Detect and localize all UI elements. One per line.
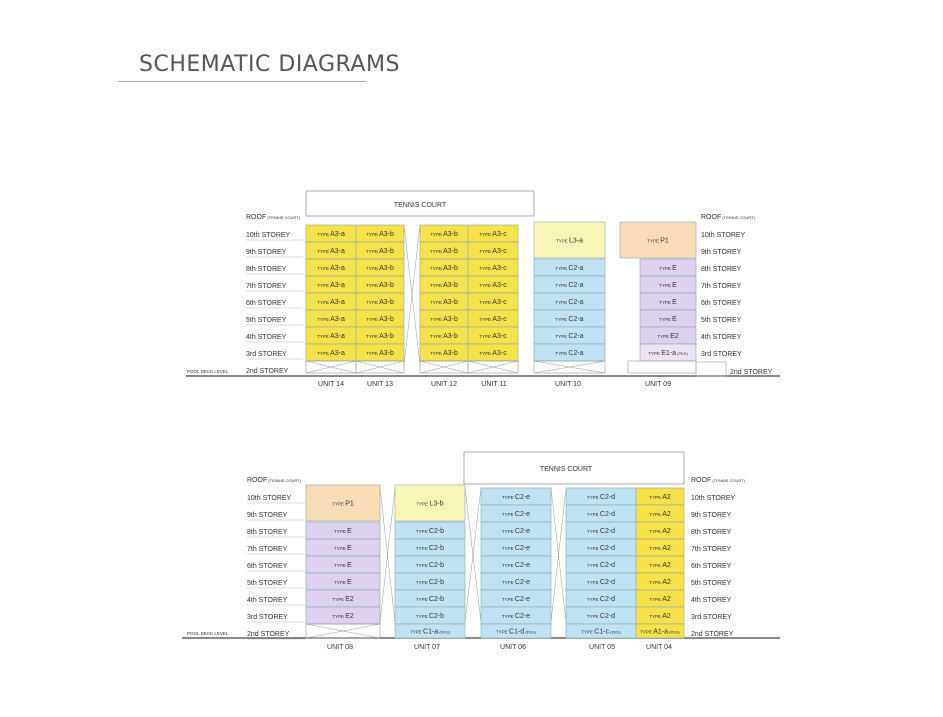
bottom-unit-08-penthouse-label: TYPE P1 (332, 500, 354, 508)
bottom-unit-05-floor-6 (566, 590, 636, 607)
bottom-unit-06-floor-6-label: TYPE C2-e (501, 596, 531, 603)
top-unit-1-floor-7-label: TYPE A3-b (366, 350, 394, 357)
top-unit-0-floor-2 (306, 259, 356, 276)
top-unit-2-floor-3-label: TYPE A3-b (430, 282, 458, 289)
bottom-unit-06-floor-3 (481, 539, 551, 556)
top-unit-09-floor-5-label: TYPE E1-a (PES) (648, 350, 688, 357)
bottom-unit-04-floor-4 (636, 556, 684, 573)
bottom-unit-05-floor-4-label: TYPE C2-d (586, 562, 616, 569)
bottom-unit-05-ground-label: TYPE C1-c (PES) (581, 628, 621, 636)
top-unit-1-floor-2-label: TYPE A3-b (366, 265, 394, 272)
top-right-2nd-storey-label: 2nd STOREY (730, 369, 773, 376)
bottom-unit-06-floor-0 (481, 488, 551, 505)
top-unit-10-floor-5 (534, 344, 605, 361)
bottom-unit-08-floor-5 (306, 607, 380, 624)
bottom-unit-07-floor-2 (395, 556, 465, 573)
top-unit-3-floor-0-label: TYPE A3-c (479, 231, 507, 238)
top-unit-label-3: UNIT 11 (481, 381, 507, 388)
bottom-unit-05-floor-2-label: TYPE C2-d (586, 528, 616, 535)
top-unit-2-floor-4-label: TYPE A3-b (430, 299, 458, 306)
bottom-unit-label-3: UNIT 05 (589, 644, 615, 651)
top-unit-09-floor-5 (640, 344, 696, 361)
top-unit-3-floor-2-label: TYPE A3-c (479, 265, 507, 272)
bottom-tennis-court-label: TENNIS COURT (539, 466, 593, 473)
bottom-unit-07-floor-5 (395, 607, 465, 624)
top-unit-10-void (534, 361, 605, 373)
top-unit-09-floor-3 (640, 310, 696, 327)
top-unit-0-floor-0 (306, 225, 356, 242)
bottom-unit-04-floor-6 (636, 590, 684, 607)
top-right-floor-label-6: 5th STOREY (701, 317, 742, 324)
top-unit-label-1: UNIT 13 (367, 381, 393, 388)
bottom-unit-07-floor-4 (395, 590, 465, 607)
bottom-unit-05-floor-0 (566, 488, 636, 505)
top-left-floor-label-5: 6th STOREY (246, 300, 287, 307)
bottom-unit-04-ground (636, 624, 684, 638)
top-unit-1-floor-1 (356, 242, 404, 259)
top-unit-10-floor-3-label: TYPE C2-a (555, 316, 584, 323)
bottom-left-floor-label-9: 2nd STOREY (247, 631, 290, 638)
top-unit-0-floor-5-label: TYPE A3-a (317, 316, 345, 323)
top-unit-1-floor-2 (356, 259, 404, 276)
bottom-unit-06-floor-1-label: TYPE C2-e (501, 511, 531, 518)
top-unit-3-floor-4 (468, 293, 518, 310)
bottom-right-floor-label-0: ROOF (TENNIS COURT) (691, 477, 745, 484)
top-unit-10-floor-1 (534, 276, 605, 293)
top-unit-10-penthouse-label: TYPE L3-a (555, 237, 584, 245)
top-unit-2-floor-1 (420, 242, 468, 259)
bottom-right-floor-label-4: 7th STOREY (691, 546, 732, 553)
bottom-right-floor-label-5: 6th STOREY (691, 563, 732, 570)
top-unit-2-floor-0 (420, 225, 468, 242)
top-unit-0-floor-6-label: TYPE A3-a (317, 333, 345, 340)
bottom-unit-05-floor-1-label: TYPE C2-d (586, 511, 616, 518)
bottom-unit-07-floor-3 (395, 573, 465, 590)
bottom-unit-08-floor-0 (306, 522, 380, 539)
top-unit-0-floor-1-label: TYPE A3-a (317, 248, 345, 255)
bottom-unit-05-floor-6-label: TYPE C2-d (586, 596, 616, 603)
top-unit-10-floor-0-label: TYPE C2-a (555, 265, 584, 272)
top-unit-3-floor-3 (468, 276, 518, 293)
bottom-right-floor-label-1: 10th STOREY (691, 495, 736, 502)
bottom-unit-07-floor-1 (395, 539, 465, 556)
top-left-floor-label-6: 5th STOREY (246, 317, 287, 324)
bottom-unit-08-floor-0-label: TYPE E (334, 528, 352, 535)
top-unit-2-floor-7 (420, 344, 468, 361)
top-left-floor-label-7: 4th STOREY (246, 334, 287, 341)
top-unit-label-4: UNIT 10 (555, 381, 581, 388)
bottom-unit-06-ground-label: TYPE C1-d (PES) (496, 628, 536, 636)
bottom-unit-05-floor-2 (566, 522, 636, 539)
top-unit-1-floor-3-label: TYPE A3-b (366, 282, 394, 289)
bottom-unit-04-floor-3 (636, 539, 684, 556)
top-unit-10-floor-0 (534, 259, 605, 276)
top-unit-2-floor-4 (420, 293, 468, 310)
bottom-unit-08-floor-1-label: TYPE E (334, 545, 352, 552)
bottom-unit-label-1: UNIT 07 (414, 644, 440, 651)
top-unit-10-floor-4 (534, 327, 605, 344)
bottom-unit-05-floor-5 (566, 573, 636, 590)
bottom-unit-04-floor-7-label: TYPE A2 (649, 613, 671, 620)
top-tennis-court-label: TENNIS COURT (393, 202, 447, 209)
bottom-unit-06-floor-2 (481, 522, 551, 539)
bottom-unit-04-floor-1-label: TYPE A2 (649, 511, 671, 518)
bottom-unit-06-floor-7 (481, 607, 551, 624)
top-unit-0-floor-5 (306, 310, 356, 327)
bottom-unit-08-floor-1 (306, 539, 380, 556)
top-left-floor-label-2: 9th STOREY (246, 249, 287, 256)
bottom-unit-label-4: UNIT 04 (646, 644, 672, 651)
top-unit-2-floor-2-label: TYPE A3-b (430, 265, 458, 272)
top-left-floor-label-8: 3rd STOREY (246, 351, 287, 358)
top-unit-0-floor-7-label: TYPE A3-a (317, 350, 345, 357)
top-right-floor-label-7: 4th STOREY (701, 334, 742, 341)
top-unit-1-floor-0-label: TYPE A3-b (366, 231, 394, 238)
top-unit-09-floor-3-label: TYPE E (659, 316, 677, 323)
bottom-left-floor-label-1: 10th STOREY (247, 495, 292, 502)
bottom-unit-06-ground (481, 624, 551, 638)
top-unit-09-penthouse-label: TYPE P1 (647, 237, 669, 245)
bottom-left-floor-label-0: ROOF (TENNIS COURT) (247, 477, 301, 484)
bottom-unit-label-2: UNIT 06 (500, 644, 526, 651)
top-unit-3-void (468, 361, 518, 373)
bottom-unit-05-ground (566, 624, 636, 638)
top-unit-10-floor-3 (534, 310, 605, 327)
top-unit-0-void (306, 361, 356, 373)
top-unit-09-penthouse (620, 222, 696, 258)
top-unit-3-floor-4-label: TYPE A3-c (479, 299, 507, 306)
bottom-unit-08-floor-3 (306, 573, 380, 590)
bottom-unit-04-floor-2 (636, 522, 684, 539)
top-unit-3-floor-7 (468, 344, 518, 361)
bottom-unit-04-floor-4-label: TYPE A2 (649, 562, 671, 569)
bottom-unit-07-floor-1-label: TYPE C2-b (415, 545, 445, 552)
bottom-unit-06-floor-2-label: TYPE C2-e (501, 528, 531, 535)
top-left-floor-label-4: 7th STOREY (246, 283, 287, 290)
top-unit-09-floor-2-label: TYPE E (659, 299, 677, 306)
bottom-unit-07-penthouse (395, 485, 465, 521)
bottom-right-floor-label-7: 4th STOREY (691, 597, 732, 604)
top-unit-0-floor-3 (306, 276, 356, 293)
top-unit-1-floor-5 (356, 310, 404, 327)
bottom-unit-05-floor-5-label: TYPE C2-d (586, 579, 616, 586)
bottom-unit-07-floor-0-label: TYPE C2-b (415, 528, 445, 535)
top-unit-2-floor-7-label: TYPE A3-b (430, 350, 458, 357)
bottom-left-floor-label-6: 5th STOREY (247, 580, 288, 587)
top-unit-09-floor-2 (640, 293, 696, 310)
bottom-unit-04-floor-5 (636, 573, 684, 590)
top-unit-label-2: UNIT 12 (431, 381, 457, 388)
top-unit-3-floor-3-label: TYPE A3-c (479, 282, 507, 289)
top-unit-1-floor-4 (356, 293, 404, 310)
top-unit-09-floor-4 (640, 327, 696, 344)
bottom-unit-05-floor-7-label: TYPE C2-d (586, 613, 616, 620)
bottom-right-floor-label-9: 2nd STOREY (691, 631, 734, 638)
top-right-floor-label-1: 10th STOREY (701, 232, 746, 239)
bottom-unit-06-floor-6 (481, 590, 551, 607)
top-unit-1-floor-5-label: TYPE A3-b (366, 316, 394, 323)
top-unit-1-floor-3 (356, 276, 404, 293)
top-unit-3-floor-7-label: TYPE A3-c (479, 350, 507, 357)
bottom-unit-08-floor-2-label: TYPE E (334, 562, 352, 569)
bottom-unit-04-floor-1 (636, 505, 684, 522)
top-unit-1-floor-1-label: TYPE A3-b (366, 248, 394, 255)
bottom-unit-05-floor-3-label: TYPE C2-d (586, 545, 616, 552)
top-unit-0-floor-0-label: TYPE A3-a (317, 231, 345, 238)
bottom-unit-08-penthouse (306, 485, 380, 521)
bottom-unit-06-floor-4-label: TYPE C2-e (501, 562, 531, 569)
top-unit-10-penthouse (534, 222, 605, 258)
top-unit-09-floor-0-label: TYPE E (659, 265, 677, 272)
top-unit-0-floor-2-label: TYPE A3-a (317, 265, 345, 272)
bottom-unit-08-floor-4-label: TYPE E2 (332, 596, 354, 603)
top-unit-label-0: UNIT 14 (318, 381, 344, 388)
bottom-unit-08-floor-3-label: TYPE E (334, 579, 352, 586)
top-unit-label-5: UNIT 09 (645, 381, 671, 388)
bottom-unit-05-floor-7 (566, 607, 636, 624)
top-unit-0-floor-3-label: TYPE A3-a (317, 282, 345, 289)
bottom-unit-07-floor-4-label: TYPE C2-b (415, 596, 445, 603)
bottom-unit-07-floor-3-label: TYPE C2-b (415, 579, 445, 586)
top-unit-1-floor-4-label: TYPE A3-b (366, 299, 394, 306)
top-unit-2-floor-0-label: TYPE A3-b (430, 231, 458, 238)
top-left-floor-label-9: 2nd STOREY (246, 368, 289, 375)
top-unit-09-floor-0 (640, 259, 696, 276)
top-unit-2-floor-2 (420, 259, 468, 276)
top-unit-0-floor-4-label: TYPE A3-a (317, 299, 345, 306)
top-unit-09-floor-4-label: TYPE E2 (657, 333, 679, 340)
bottom-right-floor-label-8: 3rd STOREY (691, 614, 732, 621)
bottom-unit-05-floor-3 (566, 539, 636, 556)
bottom-unit-05-floor-4 (566, 556, 636, 573)
bottom-unit-04-floor-0 (636, 488, 684, 505)
bottom-unit-07-ground (395, 624, 465, 638)
top-unit-2-void (420, 361, 468, 373)
bottom-unit-05-floor-0-label: TYPE C2-d (586, 494, 616, 501)
bottom-unit-06-floor-1 (481, 505, 551, 522)
bottom-left-floor-label-5: 6th STOREY (247, 563, 288, 570)
top-unit-2-floor-5-label: TYPE A3-b (430, 316, 458, 323)
bottom-unit-07-floor-2-label: TYPE C2-b (415, 562, 445, 569)
bottom-unit-07-ground-label: TYPE C1-a (PES) (410, 628, 450, 636)
top-unit-3-floor-6 (468, 327, 518, 344)
bottom-right-floor-label-2: 9th STOREY (691, 512, 732, 519)
bottom-right-floor-label-6: 5th STOREY (691, 580, 732, 587)
top-unit-09-ground (628, 361, 696, 373)
bottom-unit-06-floor-0-label: TYPE C2-e (501, 494, 531, 501)
bottom-unit-04-floor-5-label: TYPE A2 (649, 579, 671, 586)
bottom-left-floor-label-4: 7th STOREY (247, 546, 288, 553)
bottom-unit-06-floor-3-label: TYPE C2-e (501, 545, 531, 552)
bottom-unit-04-ground-label: TYPE A1-a (PES) (640, 628, 680, 636)
bottom-unit-08-void (306, 624, 380, 638)
top-unit-0-floor-7 (306, 344, 356, 361)
top-unit-2-floor-5 (420, 310, 468, 327)
bottom-unit-04-floor-0-label: TYPE A2 (649, 494, 671, 501)
top-unit-3-floor-5-label: TYPE A3-c (479, 316, 507, 323)
bottom-unit-08-floor-5-label: TYPE E2 (332, 613, 354, 620)
bottom-unit-07-floor-0 (395, 522, 465, 539)
top-unit-3-floor-1-label: TYPE A3-c (479, 248, 507, 255)
top-unit-1-floor-0 (356, 225, 404, 242)
top-unit-3-floor-6-label: TYPE A3-c (479, 333, 507, 340)
bottom-unit-08-floor-4 (306, 590, 380, 607)
bottom-unit-05-floor-1 (566, 505, 636, 522)
bottom-unit-06-floor-4 (481, 556, 551, 573)
bottom-unit-label-0: UNIT 08 (327, 644, 353, 651)
bottom-unit-06-floor-5 (481, 573, 551, 590)
top-unit-1-floor-7 (356, 344, 404, 361)
top-unit-09-floor-1 (640, 276, 696, 293)
top-unit-3-floor-5 (468, 310, 518, 327)
bottom-unit-04-floor-6-label: TYPE A2 (649, 596, 671, 603)
bottom-left-floor-label-3: 8th STOREY (247, 529, 288, 536)
top-unit-09-annex (696, 362, 726, 376)
bottom-unit-07-floor-5-label: TYPE C2-b (415, 613, 445, 620)
top-right-floor-label-5: 6th STOREY (701, 300, 742, 307)
top-unit-2-floor-1-label: TYPE A3-b (430, 248, 458, 255)
top-unit-2-floor-6 (420, 327, 468, 344)
top-right-floor-label-8: 3rd STOREY (701, 351, 742, 358)
top-unit-1-floor-6 (356, 327, 404, 344)
bottom-unit-04-floor-2-label: TYPE A2 (649, 528, 671, 535)
bottom-left-floor-label-7: 4th STOREY (247, 597, 288, 604)
top-right-floor-label-2: 9th STOREY (701, 249, 742, 256)
bottom-unit-04-floor-3-label: TYPE A2 (649, 545, 671, 552)
top-unit-0-floor-4 (306, 293, 356, 310)
top-left-floor-label-1: 10th STOREY (246, 232, 291, 239)
top-unit-1-floor-6-label: TYPE A3-b (366, 333, 394, 340)
top-unit-10-floor-1-label: TYPE C2-a (555, 282, 584, 289)
bottom-pool-deck-label: POOL DECK LEVEL (187, 631, 229, 636)
bottom-unit-06-floor-5-label: TYPE C2-e (501, 579, 531, 586)
bottom-unit-08-floor-2 (306, 556, 380, 573)
page-title: SCHEMATIC DIAGRAMS (139, 52, 400, 77)
bottom-left-floor-label-8: 3rd STOREY (247, 614, 288, 621)
top-unit-2-floor-3 (420, 276, 468, 293)
top-unit-10-floor-5-label: TYPE C2-a (555, 350, 584, 357)
top-right-floor-label-3: 8th STOREY (701, 266, 742, 273)
bottom-right-floor-label-3: 8th STOREY (691, 529, 732, 536)
top-unit-3-floor-2 (468, 259, 518, 276)
top-unit-3-floor-0 (468, 225, 518, 242)
top-left-floor-label-0: ROOF (TENNIS COURT) (246, 214, 300, 221)
top-unit-10-floor-4-label: TYPE C2-a (555, 333, 584, 340)
top-left-floor-label-3: 8th STOREY (246, 266, 287, 273)
top-unit-10-floor-2-label: TYPE C2-a (555, 299, 584, 306)
top-right-floor-label-0: ROOF (TENNIS COURT) (701, 214, 755, 221)
top-unit-10-floor-2 (534, 293, 605, 310)
top-unit-1-void (356, 361, 404, 373)
top-pool-deck-label: POOL DECK LEVEL (187, 369, 229, 374)
bottom-left-floor-label-2: 9th STOREY (247, 512, 288, 519)
top-unit-09-floor-1-label: TYPE E (659, 282, 677, 289)
top-right-floor-label-4: 7th STOREY (701, 283, 742, 290)
top-unit-0-floor-6 (306, 327, 356, 344)
bottom-unit-04-floor-7 (636, 607, 684, 624)
bottom-unit-07-penthouse-label: TYPE L3-b (416, 500, 444, 508)
top-unit-3-floor-1 (468, 242, 518, 259)
top-unit-2-floor-6-label: TYPE A3-b (430, 333, 458, 340)
bottom-unit-06-floor-7-label: TYPE C2-e (501, 613, 531, 620)
top-unit-0-floor-1 (306, 242, 356, 259)
